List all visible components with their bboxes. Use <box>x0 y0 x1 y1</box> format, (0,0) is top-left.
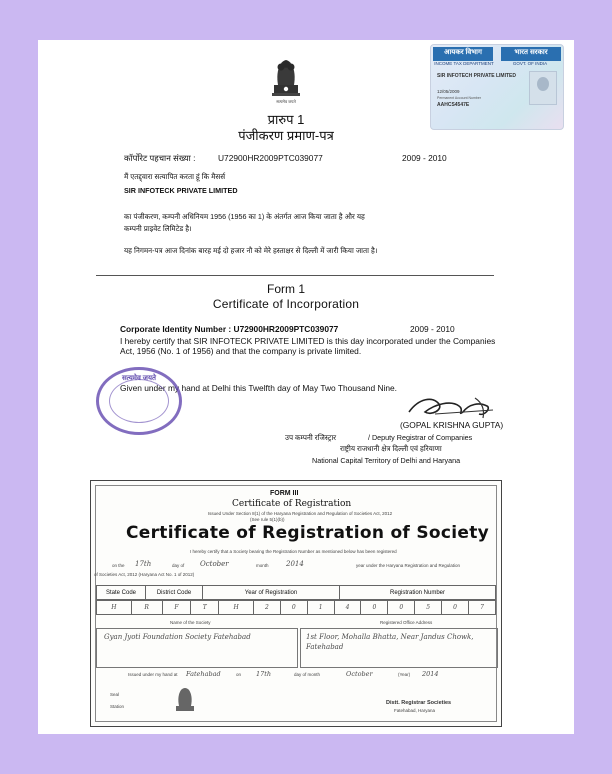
emblem-caption: सत्यमेव जयते <box>276 99 296 104</box>
reg-cell: H <box>219 600 254 615</box>
issued-day: 17th <box>256 670 272 678</box>
issued-month: October <box>346 670 373 678</box>
hindi-company-name: SIR INFOTECK PRIVATE LIMITED <box>124 186 238 195</box>
hindi-cert-title: पंजीकरण प्रमाण-पत्र <box>238 128 334 143</box>
jurisdiction-hindi: राष्ट्रीय राजधानी क्षेत्र दिल्ली एवं हरियाणा <box>340 444 442 453</box>
pan-number: AAHCS4547E <box>437 102 470 108</box>
reg-cell: 7 <box>468 600 495 615</box>
pan-dept-hindi: आयकर विभाग <box>444 49 482 56</box>
col-registration-number: Registration Number <box>340 586 496 601</box>
pan-govt-hindi: भारत सरकार <box>514 49 548 56</box>
reg-cell: 4 <box>334 600 361 615</box>
society-certificate-title: Certificate of Registration of Society <box>126 523 490 543</box>
society-act-line-1: year under the Haryana Registration and Regulation <box>356 563 461 568</box>
hindi-year: 2009 - 2010 <box>402 153 447 163</box>
pan-date: 12/05/2009 <box>437 89 460 94</box>
society-address: 1st Floor, Mohalla Bhatta, Near Jandus Chowk, Fatehabad <box>306 633 474 651</box>
state-emblem-icon <box>172 684 198 714</box>
reg-cell: F <box>162 600 191 615</box>
issued-line: Issued under my hand at <box>128 672 178 677</box>
pan-photo <box>529 71 557 105</box>
designation: / Deputy Registrar of Companies <box>368 433 473 442</box>
issued-year: 2014 <box>422 670 439 678</box>
pan-card-image <box>430 44 564 130</box>
society-month-label: month <box>256 563 269 568</box>
hindi-cin-label: कॉर्पोरेट पहचान संख्या : <box>124 153 196 163</box>
issued-place: Fatehabad <box>186 670 221 678</box>
col-state-code: State Code <box>97 586 146 601</box>
reg-cell: 0 <box>442 600 469 615</box>
designation-hindi: उप कम्पनी रजिस्ट्रार <box>285 433 337 442</box>
signatory-name: (GOPAL KRISHNA GUPTA) <box>400 420 504 430</box>
reg-cell: 0 <box>280 600 307 615</box>
reg-cell: 0 <box>388 600 415 615</box>
hindi-registration-line-2: कम्पनी प्राइवेट लिमिटेड है। <box>124 224 192 233</box>
society-name-label: Name of the Society <box>170 620 211 625</box>
station-label: Station <box>110 704 125 709</box>
col-year: Year of Registration <box>203 586 340 601</box>
society-on-the: on the <box>112 563 125 568</box>
society-address-label: Registered Office Address <box>380 620 433 625</box>
registrar-place: Fatehabad, Haryana <box>394 708 436 713</box>
society-month: October <box>200 560 229 568</box>
stamp-text: सत्यमेव जयते <box>121 375 157 382</box>
col-district-code: District Code <box>146 586 203 601</box>
certificate-title: Certificate of Incorporation <box>212 297 360 311</box>
hindi-registration-line-1: का पंजीकरण, कम्पनी अधिनियम 1956 (1956 का 1) के अंतर्गत आज किया जाता है और यह <box>124 212 365 221</box>
divider-1 <box>96 275 494 276</box>
pan-dept-eng: INCOME TAX DEPARTMENT <box>434 61 494 66</box>
reg-cell: 5 <box>415 600 442 615</box>
hindi-certify-line: मैं एतद्द्वारा सत्यापित करता हूं कि मैसर्स <box>124 172 226 181</box>
jurisdiction: National Capital Territory of Delhi and Haryana <box>312 456 461 465</box>
reg-cell: T <box>191 600 219 615</box>
office-seal-stamp <box>96 367 182 435</box>
reg-cell: H <box>97 600 132 615</box>
national-emblem-icon <box>268 55 304 103</box>
society-subtitle: Certificate of Registration <box>232 499 352 509</box>
society-rule: (See rule 5(1)(b)) <box>250 517 285 522</box>
hindi-given-line: यह निगमन-पत्र आज दिनांक बारह मई दो हजार नौ को मेरे हस्ताक्षर से दिल्ली में जारी किया जाता है। <box>124 246 378 255</box>
reg-cell: 2 <box>253 600 280 615</box>
issued-on: on <box>236 672 242 677</box>
society-day: 17th <box>135 560 152 568</box>
registration-number-grid <box>96 599 496 615</box>
society-day-of: day of <box>172 563 185 568</box>
cin-year: 2009 - 2010 <box>410 324 455 334</box>
reg-cell: R <box>131 600 162 615</box>
seal-label: Seal <box>110 692 120 697</box>
hindi-form-title: प्रारुप 1 <box>267 112 305 127</box>
cin-line: Corporate Identity Number : U72900HR2009PTC039077 <box>120 324 339 334</box>
reg-cell: 0 <box>361 600 388 615</box>
registrar-title: Distt. Registrar Societies <box>386 700 452 706</box>
pan-holder-name: SIR INFOTECH PRIVATE LIMITED <box>437 73 516 79</box>
society-issued-under: Issued Under Section 8(1) of the Haryana Registration and Regulation of Societies Act, 2012 <box>207 511 393 516</box>
issued-year-label: (Year) <box>398 672 411 677</box>
certify-body: I hereby certify that SIR INFOTECK PRIVATE LIMITED is this day incorporated under the Companies Act, 1956 (No. 1 of 1956) and that the company is private limited. <box>120 336 496 356</box>
society-year: 2014 <box>286 560 304 568</box>
society-name: Gyan Jyoti Foundation Society Fatehabad <box>104 633 251 641</box>
society-form: FORM III <box>270 490 299 497</box>
issued-day-of: day of month <box>294 672 321 677</box>
society-act-line-2: of Societies Act, 2012 (Haryana Act No. 1 of 2012) <box>94 572 195 577</box>
society-certify: I hereby certify that a Society bearing the Registration Number as mentioned below has been registered <box>190 549 397 554</box>
given-under-hand: Given under my hand at Delhi this Twelfth day of May Two Thousand Nine. <box>120 383 397 393</box>
pan-number-label: Permanent Account Number <box>437 96 481 100</box>
pan-govt-eng: GOVT. OF INDIA <box>512 61 548 66</box>
reg-cell: 1 <box>307 600 334 615</box>
form-title: Form 1 <box>266 282 305 296</box>
hindi-cin-value: U72900HR2009PTC039077 <box>218 153 323 163</box>
